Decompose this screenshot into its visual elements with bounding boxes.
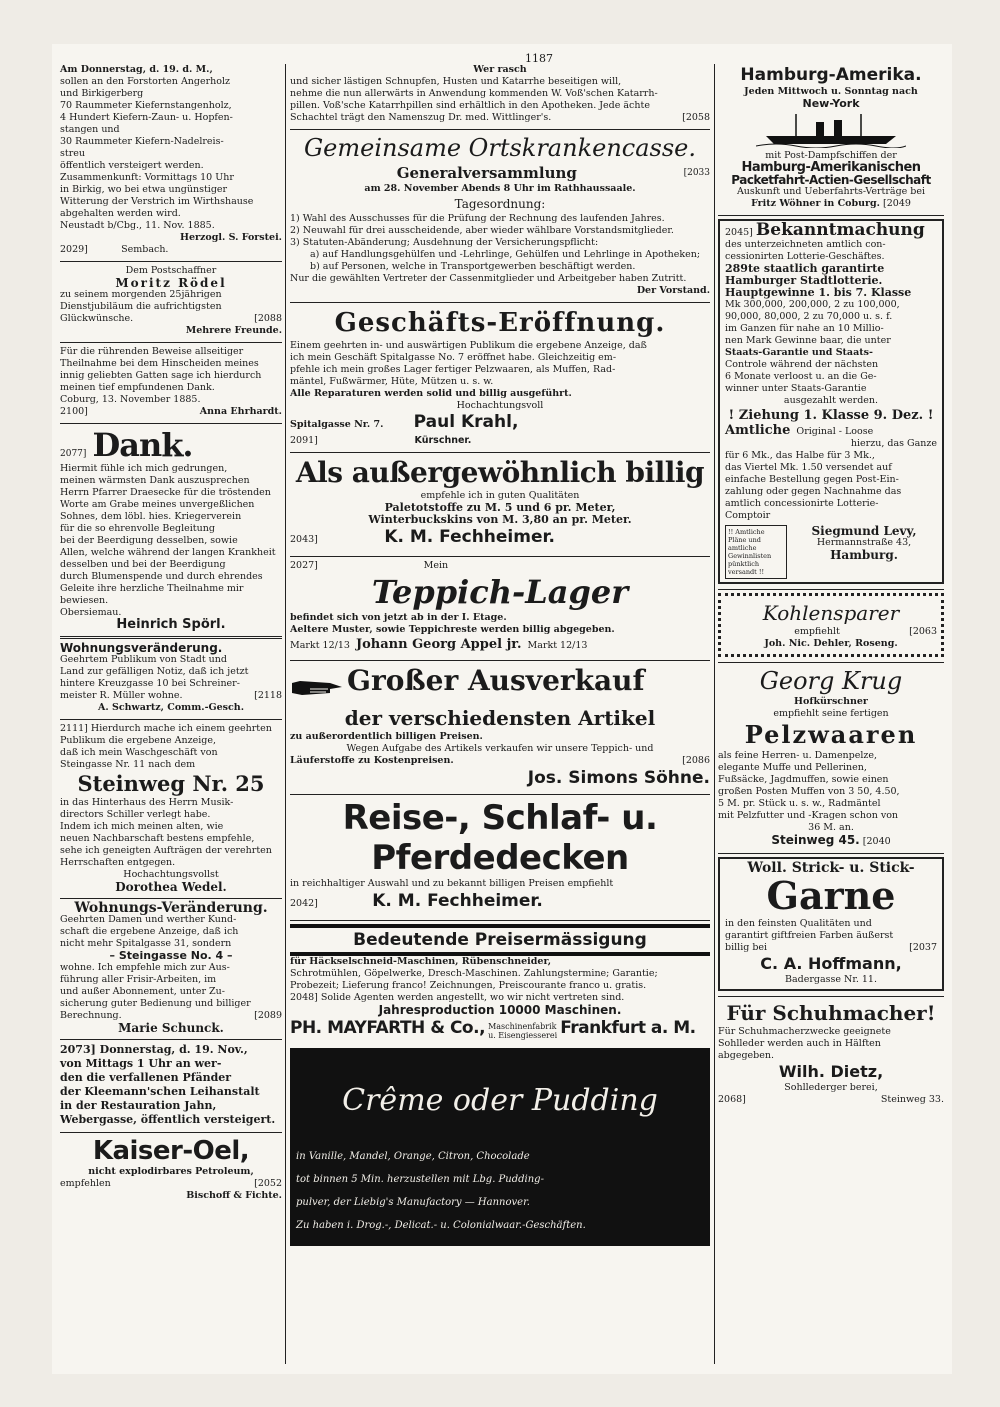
- fechheimer-blankets-ad: [290, 798, 710, 915]
- column-rule-1: [285, 64, 286, 1364]
- pudding-ad: [290, 1048, 710, 1246]
- ad-signature: Jos. Simons Söhne.: [527, 768, 710, 788]
- ad-line: Original - Loose: [796, 426, 874, 437]
- ad-line: Mein: [423, 560, 449, 571]
- ad-title: Bekanntmachung: [755, 220, 925, 240]
- ad-line: und Birkigerberg: [60, 88, 144, 99]
- ad-line: Zu haben i. Drog.-, Delicat.- u. Colonialwaar.-Geschäften.: [296, 1220, 586, 1231]
- divider: [60, 1039, 282, 1040]
- ad-signature: Anna Ehrhardt.: [199, 406, 282, 417]
- ad-street: Badergasse Nr. 11.: [785, 974, 877, 985]
- divider: [290, 129, 710, 130]
- agenda-item: a) auf Handlungsgehülfen und -Lehrlinge, Gehülfen und Lehrlinge in Apotheken;: [310, 249, 701, 260]
- ad-line: 70 Raummeter Kiefernstangenholz,: [60, 100, 232, 111]
- ad-company: Packetfahrt-Actien-Gesellschaft: [731, 173, 931, 187]
- ad-line: Coburg, 13. November 1885.: [60, 394, 201, 405]
- ad-line: für die so ehrenvolle Begleitung: [60, 523, 215, 534]
- ad-line: wohne. Ich empfehle mich zur Aus-: [60, 962, 230, 973]
- ad-line: Läuferstoffe zu Kostenpreisen.: [290, 755, 454, 766]
- ad-line: cessionirten Lotterie-Geschäftes.: [725, 251, 885, 262]
- ad-line: innig geliebten Gatten sage ich hierdurch: [60, 370, 262, 381]
- ad-code: 2068]: [718, 1094, 746, 1105]
- ad-line: empfiehlt seine fertigen: [773, 708, 889, 719]
- ad-title: Großer Ausverkauf: [347, 664, 645, 697]
- divider: [290, 302, 710, 303]
- divider: [60, 636, 282, 639]
- ad-code: [2089: [254, 1010, 282, 1021]
- ad-line: hierzu, das Ganze: [850, 438, 937, 449]
- divider: [718, 996, 944, 997]
- ad-line: Paletotstoffe zu M. 5 und 6 pr. Meter,: [384, 501, 616, 514]
- ad-line: Publikum die ergebene Anzeige,: [60, 735, 217, 746]
- ad-line: bei der Beerdigung desselben, sowie: [60, 535, 238, 546]
- ad-title: Wer rasch: [473, 64, 527, 75]
- ad-line: Steingasse Nr. 11 nach dem: [60, 759, 196, 770]
- ad-signature: K. M. Fechheimer.: [384, 527, 555, 547]
- ad-line: pfehle ich mein großes Lager fertiger Pelzwaaren, als Muffen, Rad-: [290, 364, 616, 375]
- column-rule-2: [714, 64, 715, 1364]
- ad-line: mit Pelzfutter und -Kragen schon von: [718, 810, 899, 821]
- ad-signature: Bischoff & Fichte.: [186, 1190, 282, 1201]
- ad-company: PH. MAYFARTH & Co.,: [290, 1018, 486, 1038]
- ad-line: als feine Herren- u. Damenpelze,: [718, 750, 878, 761]
- ad-signature: Dorothea Wedel.: [115, 880, 227, 894]
- ad-signature: Mehrere Freunde.: [185, 325, 282, 336]
- thanks-ehrhardt-ad: [60, 346, 282, 418]
- ad-line: Geleite ihre herzliche Theilnahme mir: [60, 583, 244, 594]
- ad-street: Steinweg 33.: [880, 1094, 944, 1105]
- ad-line: Glückwünsche.: [60, 313, 134, 324]
- schunck-moving-ad: [60, 902, 282, 1034]
- ad-code: 2027]: [290, 560, 318, 571]
- ad-line: sollen an den Forstorten Angerholz: [60, 76, 231, 87]
- divider: [718, 662, 944, 663]
- krankencasse-ad: [290, 133, 710, 297]
- divider: [60, 261, 282, 262]
- ad-line: für Häckselschneid-Maschinen, Rübenschneider,: [290, 956, 552, 967]
- ad-line: Geehrtem Publikum von Stadt und: [60, 654, 227, 665]
- ad-line: Land zur gefälligen Notiz, daß ich jetzt: [60, 666, 249, 677]
- ad-line: Controle während der nächsten: [725, 359, 879, 370]
- ad-line: Einem geehrten in- und auswärtigen Publikum die ergebene Anzeige, daß: [290, 340, 647, 351]
- ad-line: New-York: [802, 97, 860, 110]
- ad-line: Worte am Grabe meines unvergeßlichen: [60, 499, 255, 510]
- ad-line: Geehrten Damen und werther Kund-: [60, 914, 237, 925]
- ad-line: meinen wärmsten Dank auszusprechen: [60, 475, 250, 486]
- ad-signature: K. M. Fechheimer.: [372, 891, 543, 911]
- ad-line: pulver, der Liebig's Manufactory — Hannover.: [296, 1197, 530, 1208]
- ad-line: daß ich mein Waschgeschäft von: [60, 747, 218, 758]
- ad-name: Paul Krahl,: [413, 412, 519, 432]
- ad-note: Nur die gewählten Vertreter der Cassenmitglieder und Arbeitgeber haben Zutritt.: [290, 273, 687, 284]
- lottery-ad: [718, 219, 944, 584]
- ad-title: Georg Krug: [759, 667, 903, 695]
- ad-line: mäntel, Fußwärmer, Hüte, Mützen u. s. w.: [290, 376, 494, 387]
- ad-line: Hochachtungsvoll: [456, 400, 544, 411]
- agenda-item: b) auf Personen, welche in Transportgewerben beschäftigt werden.: [310, 261, 636, 272]
- ad-line: Jeden Mittwoch u. Sonntag nach: [744, 86, 918, 97]
- agenda-title: Tagesordnung:: [454, 197, 546, 211]
- jubilee-ad: [60, 265, 282, 337]
- divider: [290, 452, 710, 453]
- ad-line: 90,000, 80,000, 2 zu 70,000 u. s. f.: [725, 311, 893, 322]
- ad-headline: Amtliche: [725, 423, 791, 438]
- ad-signature: Der Vorstand.: [636, 285, 710, 296]
- divider: [60, 719, 282, 720]
- ad-line: streu: [60, 148, 85, 159]
- ad-address: Markt 12/13: [290, 640, 350, 651]
- ad-line: Aeltere Muster, sowie Teppichreste werden billig abgegeben.: [290, 624, 615, 635]
- divider: [290, 794, 710, 795]
- ad-signature: Herzogl. S. Forstei.: [179, 232, 282, 243]
- agenda-item: 1) Wahl des Ausschusses für die Prüfung der Rechnung des laufenden Jahres.: [290, 213, 665, 224]
- simons-sale-ad: [290, 664, 710, 789]
- ad-line: directors Schiller verlegt habe.: [60, 809, 211, 820]
- ad-line: ich mein Geschäft Spitalgasse No. 7 eröffnet habe. Gleichzeitig em-: [290, 352, 617, 363]
- ad-line: zu außerordentlich billigen Preisen.: [290, 731, 483, 742]
- schwartz-moving-ad: [60, 642, 282, 714]
- ad-line: Herrschaften entgegen.: [60, 857, 176, 868]
- ad-headline: Hamburger Stadtlotterie.: [725, 274, 883, 287]
- ad-title: Geschäfts-Eröffnung.: [334, 308, 666, 338]
- ad-line: winner unter Staats-Garantie: [725, 383, 867, 394]
- ad-line: Staats-Garantie und Staats-: [725, 347, 873, 358]
- ad-headline: Pelzwaaren: [744, 720, 918, 749]
- ad-headline: Steinweg Nr. 25: [77, 771, 265, 796]
- ad-company-sub: Maschinenfabrik: [488, 1021, 557, 1031]
- ad-line: Comptoir: [725, 510, 771, 521]
- ad-code: [2118: [254, 690, 282, 701]
- ad-line: abgehalten werden wird.: [60, 208, 181, 219]
- fechheimer-cloth-ad: [290, 456, 710, 551]
- ad-company-sub: u. Eisengiesserei: [488, 1030, 558, 1040]
- ad-city: Hamburg.: [830, 548, 898, 562]
- ad-line: Sohlleder werden auch in Hälften: [718, 1038, 881, 1049]
- ad-line: Wegen Aufgabe des Artikels verkaufen wir unsere Teppich- und: [346, 743, 654, 754]
- divider: [290, 920, 710, 921]
- ad-line: Herrn Pfarrer Draesecke für die tröstenden: [60, 487, 271, 498]
- ad-line: für 6 Mk., das Halbe für 3 Mk.,: [725, 450, 875, 461]
- hoffmann-yarn-ad: [718, 857, 944, 991]
- ad-line: sehe ich geneigten Aufträgen der verehrten: [60, 845, 272, 856]
- column-left: [60, 64, 282, 1207]
- ad-trade: Sohllederger berei,: [784, 1082, 878, 1093]
- ad-title: Bedeutende Preisermässigung: [290, 924, 710, 956]
- ad-place: Sembach.: [121, 244, 169, 255]
- ad-line: tot binnen 5 Min. herzustellen mit Lbg. Pudding-: [296, 1174, 544, 1185]
- ad-line: 30 Raummeter Kiefern-Nadelreis-: [60, 136, 224, 147]
- ad-line: Auskunft und Ueberfahrts-Verträge bei: [736, 186, 926, 197]
- ad-line: pillen. Voß'sche Katarrhpillen sind erhältlich in den Apotheken. Jede ächte: [290, 100, 650, 111]
- forestry-auction-ad: [60, 64, 282, 256]
- steamship-icon: [756, 112, 906, 148]
- ad-line: Dem Postschaffner: [125, 265, 217, 276]
- ad-signature: Heinrich Spörl.: [116, 617, 226, 632]
- ad-code: 2045]: [725, 227, 753, 238]
- pointing-hand-icon: [290, 679, 344, 697]
- divider: [60, 342, 282, 343]
- divider: [718, 853, 944, 854]
- ad-title: Kohlensparer: [762, 601, 900, 625]
- ad-line: mit Post-Dampfschiffen der: [765, 150, 897, 161]
- ad-trade: Kürschner.: [414, 435, 472, 446]
- ad-line: Dienstjubiläum die aufrichtigsten: [60, 301, 222, 312]
- ad-line: Sohnes, dem löbl. hies. Kriegerverein: [60, 511, 242, 522]
- ad-line: bewiesen.: [60, 595, 109, 606]
- ad-title: Als außergewöhnlich billig: [295, 456, 705, 489]
- divider: [60, 898, 282, 899]
- ad-line: meister R. Müller wohne.: [60, 690, 183, 701]
- ad-line: durch Blumenspende und durch ehrendes: [60, 571, 263, 582]
- ad-line: Neustadt b/Cbg., 11. Nov. 1885.: [60, 220, 215, 231]
- ad-line: in den feinsten Qualitäten und: [725, 918, 872, 929]
- ad-line: Probezeit; Lieferung franco! Zeichnungen, Preiscourante franco u. gratis.: [290, 980, 647, 991]
- ad-line: führung aller Frisir-Arbeiten, im: [60, 974, 217, 985]
- ad-line: Hochachtungsvollst: [123, 869, 219, 880]
- appel-carpet-ad: [290, 560, 710, 655]
- ad-line: Obersiemau.: [60, 607, 122, 618]
- ad-title: Reise-, Schlaf- u. Pferdedecken: [342, 798, 658, 878]
- ad-line: desselben und bei der Beerdigung: [60, 559, 226, 570]
- kaiser-oil-ad: [60, 1136, 282, 1202]
- ad-code: [2033: [683, 168, 710, 178]
- divider: [290, 556, 710, 557]
- ad-line: Mk 300,000, 200,000, 2 zu 100,000,: [725, 299, 900, 310]
- ad-line: Schachtel trägt den Namenszug Dr. med. Wittlinger's.: [290, 112, 552, 123]
- divider: [60, 423, 282, 424]
- ad-line: von Mittags 1 Uhr an wer-: [60, 1057, 222, 1070]
- thanks-spoerl-ad: [60, 427, 282, 631]
- ad-line: empfehle ich in guten Qualitäten: [420, 490, 580, 501]
- ad-line: 5 M. pr. Stück u. s. w., Radmäntel: [718, 798, 881, 809]
- ad-line: empfehlen: [60, 1178, 111, 1189]
- ad-line: amtlich concessionirte Lotterie-: [725, 498, 879, 509]
- ad-line: 2073] Donnerstag, d. 19. Nov.,: [60, 1043, 248, 1056]
- ad-line: in Birkig, wo bei etwa ungünstiger: [60, 184, 228, 195]
- ad-line: in der Restauration Jahn,: [60, 1099, 217, 1112]
- mayfarth-machines-ad: [290, 924, 710, 1043]
- ad-line: stangen und: [60, 124, 120, 135]
- ad-small-note: !! Amtliche Pläne und amtliche Gewinnlisten pünktlich versandt !!: [725, 525, 787, 579]
- ad-code: 2029]: [60, 244, 88, 255]
- ad-line: und außer Abonnement, unter Zu-: [60, 986, 225, 997]
- ad-subtitle: Generalversammlung: [396, 164, 577, 182]
- ad-line: Webergasse, öffentlich versteigert.: [60, 1113, 276, 1126]
- ad-headline: 289te staatlich garantirte: [725, 262, 885, 275]
- ad-line: Berechnung.: [60, 1010, 122, 1021]
- ad-agent: Fritz Wöhner in Coburg.: [751, 198, 880, 209]
- ad-line: 4 Hundert Kiefern-Zaun- u. Hopfen-: [60, 112, 233, 123]
- agenda-item: 3) Statuten-Abänderung; Ausdehnung der Versicherungspflicht:: [290, 237, 599, 248]
- ad-signature: Marie Schunck.: [118, 1021, 224, 1035]
- ad-line: in reichhaltiger Auswahl und zu bekannt billigen Preisen empfiehlt: [290, 878, 614, 889]
- ad-code: [2040: [862, 836, 891, 847]
- ad-name: Moritz Rödel: [115, 276, 227, 290]
- voss-pills-ad: [290, 64, 710, 124]
- ad-banner: Jahresproduction 10000 Maschinen.: [378, 1003, 622, 1017]
- ad-name: C. A. Hoffmann,: [760, 954, 902, 973]
- ad-subtitle: Hofkürschner: [794, 696, 868, 707]
- ad-line: Theilnahme bei dem Hinscheiden meines: [60, 358, 259, 369]
- ad-line: hintere Kreuzgasse 10 bei Schreiner-: [60, 678, 240, 689]
- ad-code: [2049: [883, 198, 911, 209]
- ad-code: [2088: [254, 313, 282, 324]
- ad-line: im Ganzen für nahe an 10 Millio-: [725, 323, 884, 334]
- ad-line: Hiermit fühle ich mich gedrungen,: [60, 463, 228, 474]
- ad-line: des unterzeichneten amtlich con-: [725, 239, 886, 250]
- ad-title: Gemeinsame Ortskrankencasse.: [304, 134, 696, 162]
- ad-line: neuen Nachbarschaft bestens empfehle,: [60, 833, 255, 844]
- hamburg-america-ad: [718, 64, 944, 210]
- ad-line: befindet sich von jetzt ab in der I. Etage.: [290, 612, 507, 623]
- ad-line: der Kleemann'schen Leihanstalt: [60, 1085, 260, 1098]
- ad-title: Wohnungsveränderung.: [60, 641, 223, 655]
- ad-title: Hamburg-Amerika.: [740, 65, 922, 85]
- ad-line: Für die rührenden Beweise allseitiger: [60, 346, 244, 357]
- ad-line: billig bei: [725, 942, 768, 953]
- ad-street: Steinweg 45.: [771, 833, 860, 847]
- ad-company: Hamburg-Amerikanischen: [741, 160, 921, 175]
- newspaper-page: [52, 44, 952, 1374]
- ad-line: zu seinem morgenden 25jährigen: [60, 289, 222, 300]
- ad-code: 2100]: [60, 406, 88, 417]
- ad-line: schaft die ergebene Anzeige, daß ich: [60, 926, 239, 937]
- ad-code: 2091]: [290, 435, 318, 446]
- ad-code: 2077]: [60, 449, 87, 459]
- ad-line: garantirt giftfreien Farben äußerst: [725, 930, 894, 941]
- ad-line: sicherung guter Bedienung und billiger: [60, 998, 251, 1009]
- ad-headline: ! Ziehung 1. Klasse 9. Dez. !: [728, 408, 934, 423]
- ad-line: einfache Bestellung gegen Post-Ein-: [725, 474, 899, 485]
- wedel-laundry-ad: [60, 723, 282, 893]
- ad-signature: A. Schwartz, Comm.-Gesch.: [97, 702, 245, 713]
- ad-name: Siegmund Levy,: [811, 524, 917, 538]
- ad-line: nicht explodirbares Petroleum,: [88, 1166, 254, 1177]
- ad-line: elegante Muffe und Pellerinen,: [718, 762, 867, 773]
- ad-line: empfiehlt: [794, 626, 840, 637]
- ad-line: Alle Reparaturen werden solid und billig ausgeführt.: [290, 388, 572, 399]
- ad-title: Crême oder Pudding: [342, 1083, 658, 1118]
- divider: [290, 660, 710, 661]
- ad-name: Wilh. Dietz,: [778, 1062, 884, 1081]
- divider: [718, 215, 944, 216]
- ad-line: großen Posten Muffen von 3 50, 4.50,: [718, 786, 900, 797]
- ad-line: nen Mark Gewinne baar, die unter: [725, 335, 891, 346]
- ad-line: ausgezahlt werden.: [783, 395, 879, 406]
- column-middle: [290, 64, 710, 1246]
- page-number: 1187: [525, 52, 553, 65]
- krug-furs-ad: [718, 666, 944, 848]
- ad-title: Wohnungs-Veränderung.: [74, 900, 268, 916]
- pawn-auction-ad: [60, 1043, 282, 1127]
- ad-line: Am Donnerstag, d. 19. d. M.,: [60, 64, 213, 75]
- ad-line: 2048] Solide Agenten werden angestellt, wo wir nicht vertreten sind.: [290, 992, 625, 1003]
- ad-address: Markt 12/13: [527, 640, 588, 651]
- ad-line: nicht mehr Spitalgasse 31, sondern: [60, 938, 232, 949]
- ad-headline: – Steingasse No. 4 –: [109, 949, 233, 962]
- ad-line: 2111] Hierdurch mache ich einem geehrten: [60, 723, 272, 734]
- ad-signature: Joh. Nic. Dehler, Roseng.: [764, 638, 898, 649]
- ad-title: Kaiser-Oel,: [92, 1136, 250, 1166]
- kohlensparer-ad: [718, 593, 944, 657]
- agenda-item: 2) Neuwahl für drei ausscheidende, aber wieder wählbare Vorstandsmitglieder.: [290, 225, 674, 236]
- ad-headline: Garne: [766, 873, 896, 918]
- ad-date: am 28. November Abends 8 Uhr im Rathhaussaale.: [364, 183, 636, 194]
- ad-title: Für Schuhmacher!: [726, 1001, 936, 1025]
- ad-code: 2043]: [290, 534, 318, 545]
- ad-street: Hermannstraße 43,: [816, 537, 912, 548]
- ad-line: meinen tief empfundenen Dank.: [60, 382, 215, 393]
- ad-title: Dank.: [92, 426, 193, 464]
- ad-line: zahlung oder gegen Nachnahme das: [725, 486, 902, 497]
- ad-line: nehme die nun allerwärts in Anwendung kommenden W. Voß'schen Katarrh-: [290, 88, 658, 99]
- ad-line: öffentlich versteigert werden.: [60, 160, 204, 171]
- ad-code: [2086: [682, 755, 710, 766]
- ad-line: das Viertel Mk. 1.50 versendet auf: [725, 462, 892, 473]
- ad-code: [2037: [909, 942, 937, 953]
- ad-street: Spitalgasse Nr. 7.: [290, 419, 384, 430]
- ad-line: in das Hinterhaus des Herrn Musik-: [60, 797, 234, 808]
- ad-line: in Vanille, Mandel, Orange, Citron, Chocolade: [296, 1151, 530, 1162]
- ad-line: Allen, welche während der langen Krankheit: [60, 547, 276, 558]
- ad-title: Woll. Strick- u. Stick-: [747, 860, 915, 876]
- ad-line: abgegeben.: [718, 1050, 774, 1061]
- ad-city: Frankfurt a. M.: [560, 1018, 696, 1038]
- divider: [718, 589, 944, 590]
- ad-code: [2052: [254, 1178, 282, 1189]
- ad-line: Indem ich mich meinen alten, wie: [60, 821, 224, 832]
- ad-subtitle: der verschiedensten Artikel: [344, 706, 656, 730]
- divider: [60, 1132, 282, 1133]
- ad-line: Für Schuhmacherzwecke geeignete: [718, 1026, 891, 1037]
- ad-headline: Hauptgewinne 1. bis 7. Klasse: [725, 286, 912, 299]
- ad-line: 36 M. an.: [808, 822, 854, 833]
- column-right: [718, 64, 944, 1111]
- ad-line: Winterbuckskins von M. 3,80 an pr. Meter.: [368, 513, 632, 526]
- ad-code: [2058: [682, 112, 710, 123]
- dietz-leather-ad: [718, 1000, 944, 1106]
- ad-code: 2042]: [290, 898, 318, 909]
- ad-title: Teppich-Lager: [371, 573, 629, 611]
- ad-code: [2063: [909, 626, 937, 637]
- ad-line: Witterung der Verstrich im Wirthshause: [60, 196, 254, 207]
- ad-line: Schrotmühlen, Göpelwerke, Dresch-Maschinen. Zahlungstermine; Garantie;: [290, 968, 658, 979]
- ad-name: Johann Georg Appel jr.: [355, 637, 522, 652]
- ad-line: Fußsäcke, Jagdmuffen, sowie einen: [718, 774, 889, 785]
- ad-line: Zusammenkunft: Vormittags 10 Uhr: [60, 172, 234, 183]
- ad-line: den die verfallenen Pfänder: [60, 1071, 232, 1084]
- ad-line: und sicher lästigen Schnupfen, Husten und Katarrhe beseitigen will,: [290, 76, 622, 87]
- ad-line: 6 Monate verloost u. an die Ge-: [725, 371, 877, 382]
- krahl-opening-ad: [290, 306, 710, 447]
